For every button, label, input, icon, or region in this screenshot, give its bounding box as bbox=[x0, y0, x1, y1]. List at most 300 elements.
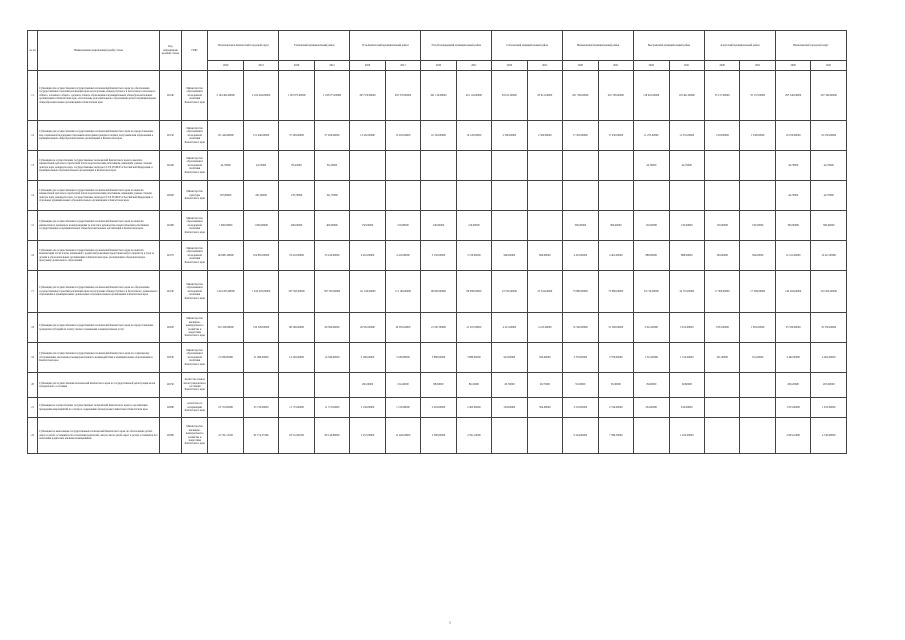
row-value: 20 952,00000 bbox=[385, 313, 420, 343]
row-value: 10 250,00000 bbox=[775, 121, 810, 151]
row-value: 1 257,00000 bbox=[350, 418, 385, 454]
row-value: 41 791,13100 bbox=[208, 418, 243, 454]
row-value bbox=[456, 181, 491, 211]
row-value: 44,70000 bbox=[634, 151, 669, 181]
row-value: 111 160,00000 bbox=[385, 271, 420, 313]
row-value bbox=[492, 211, 527, 241]
row-value bbox=[314, 373, 349, 398]
row-value bbox=[279, 373, 314, 398]
row-value: 2 591,10000 bbox=[456, 418, 491, 454]
row-value: 23 534,00000 bbox=[492, 271, 527, 313]
header-year: 2021 bbox=[598, 61, 633, 71]
row-value: 210 204,00000 bbox=[811, 271, 847, 313]
row-value: 4 401,00000 bbox=[598, 241, 633, 271]
row-kbk: 40200 bbox=[159, 181, 181, 211]
row-value: 504,00000 bbox=[492, 398, 527, 418]
row-value: 1 193 075,00000 bbox=[279, 71, 314, 121]
row-value: 33 410,00000 bbox=[314, 241, 349, 271]
header-region: Соболевский муниципальный район bbox=[492, 31, 563, 61]
header-year: 2021 bbox=[669, 61, 704, 71]
row-value: 75 880,00000 bbox=[563, 271, 598, 313]
row-name: Субвенции для осуществления полномочий Камчатского края по государственной регистрации актов гражданского состояния bbox=[38, 373, 160, 398]
header-year: 2020 bbox=[421, 61, 456, 71]
row-value: 33 410,00000 bbox=[279, 241, 314, 271]
row-value: 201 706,00000 bbox=[598, 71, 633, 121]
row-value: 92 174,35196 bbox=[243, 418, 278, 454]
row-value: 507 565,00000 bbox=[279, 271, 314, 313]
row-name: Субвенции для осуществления государственных полномочий Камчатского края по выплате ежемесячной доплаты к заработной плате педагогическим работникам, имеющим ученые степени доктора наук, кандидата наук, государственные награды СССР, РСФСР и Российской Федерации, в отдельных муниципальных образовательных организациях в Камчатском крае bbox=[38, 181, 160, 211]
row-kbk: 40150 bbox=[159, 373, 181, 398]
row-value: 7 586,50000 bbox=[598, 418, 633, 454]
row-value: 11 713,00000 bbox=[314, 398, 349, 418]
row-value: 160,20000 bbox=[350, 373, 385, 398]
row-value bbox=[208, 373, 243, 398]
row-value: 120,00000 bbox=[456, 211, 491, 241]
row-number: 13 bbox=[28, 151, 38, 181]
row-grbs: Министерство образования и молодежной политики Камчатского края bbox=[182, 121, 208, 151]
row-value: 4 316,00000 bbox=[811, 418, 847, 454]
row-value bbox=[421, 151, 456, 181]
row-value: 21 096,00000 bbox=[243, 343, 278, 373]
row-value: 297 340,00000 bbox=[811, 71, 847, 121]
header-year: 2021 bbox=[456, 61, 491, 71]
row-value: 34 710,00000 bbox=[669, 271, 704, 313]
row-value: 35 330,00000 bbox=[775, 313, 810, 343]
row-value: 1 918,00000 bbox=[704, 121, 739, 151]
row-value bbox=[598, 181, 633, 211]
row-number: 18 bbox=[28, 313, 38, 343]
row-value: 960,00000 bbox=[527, 241, 562, 271]
row-name: Субвенции для осуществления государственных полномочий Камчатского края по обеспечению государственных гарантий реализации прав на получение общедоступного и бесплатного дошкольного образования в муниципальных дошкольных образовательных организациях в Камчатском крае bbox=[38, 271, 160, 313]
header-row-regions bbox=[28, 31, 847, 61]
row-value bbox=[492, 181, 527, 211]
table-body bbox=[28, 71, 847, 454]
row-value: 31 560,00000 bbox=[563, 313, 598, 343]
row-value: 3 180,00000 bbox=[350, 343, 385, 373]
row-value: 943,00000 bbox=[527, 343, 562, 373]
row-name: Субвенции для осуществления государственных полномочий Камчатского края по предоставлению гражданам субсидий на оплату жилого помещения и коммунальных услуг bbox=[38, 313, 160, 343]
row-value: 89 699,00000 bbox=[421, 271, 456, 313]
row-value: 12 411,00000 bbox=[775, 241, 810, 271]
row-value: 44,70000 bbox=[208, 151, 243, 181]
row-value: 5 150,00000 bbox=[456, 241, 491, 271]
row-value: 2 403,00000 bbox=[421, 398, 456, 418]
row-kbk: 40180 bbox=[159, 211, 181, 241]
row-value bbox=[669, 181, 704, 211]
row-value: 35 330,00000 bbox=[811, 313, 847, 343]
row-value: 321,00000 bbox=[740, 343, 775, 373]
row-value: 96 566,00000 bbox=[279, 313, 314, 343]
row-value: 17 309,00000 bbox=[704, 271, 739, 313]
table-row bbox=[28, 151, 847, 181]
row-value bbox=[492, 418, 527, 454]
row-grbs: Агентство записи актов гражданского состояния Камчатского края bbox=[182, 373, 208, 398]
row-number: 11 bbox=[28, 71, 38, 121]
header-region: Мильковский муниципальный район bbox=[563, 31, 634, 61]
row-value bbox=[563, 151, 598, 181]
row-value: 104 881,00000 bbox=[208, 241, 243, 271]
row-value bbox=[740, 373, 775, 398]
row-value: 943,00000 bbox=[492, 343, 527, 373]
row-value: 1 312,00000 bbox=[669, 343, 704, 373]
row-value bbox=[527, 418, 562, 454]
header-region: Елизовский муниципальный район bbox=[279, 31, 350, 61]
row-value: 111 160,00000 bbox=[350, 271, 385, 313]
row-value: 3 376,00000 bbox=[563, 343, 598, 373]
row-value: 300,00000 bbox=[811, 211, 847, 241]
row-value: 205 370,00000 bbox=[385, 71, 420, 121]
row-value: 10 120,00000 bbox=[421, 121, 456, 151]
row-value: 150,00000 bbox=[385, 211, 420, 241]
row-value: 44,70000 bbox=[669, 151, 704, 181]
row-grbs: Министерство культуры Камчатского края bbox=[182, 181, 208, 211]
row-value bbox=[421, 181, 456, 211]
row-value: 29,80000 bbox=[669, 373, 704, 398]
row-value: 44,70000 bbox=[811, 181, 847, 211]
row-name: Субвенции на выполнение государственных полномочий Камчатского края по обеспечению детей-сирот и детей, оставшихся без попечения родителей, лиц из числа детей-сирот и детей, оставшихся без попечения родителей, жилыми помещениями bbox=[38, 418, 160, 454]
row-value: 89 699,00000 bbox=[456, 271, 491, 313]
row-value: 55,00000 bbox=[563, 373, 598, 398]
row-value: 187,80000 bbox=[208, 181, 243, 211]
row-value: 44,70000 bbox=[243, 151, 278, 181]
row-value: 23 710,00000 bbox=[243, 398, 278, 418]
row-value: 31 560,00000 bbox=[598, 313, 633, 343]
row-value: 44,70000 bbox=[775, 181, 810, 211]
row-value: 888,00000 bbox=[634, 241, 669, 271]
row-value: 9 244,00000 bbox=[563, 418, 598, 454]
row-value: 80 144,80000 bbox=[314, 418, 349, 454]
row-value: 1 619 203,00000 bbox=[243, 271, 278, 313]
row-value: 2 516,00000 bbox=[598, 398, 633, 418]
row-value bbox=[740, 181, 775, 211]
row-value: 12 420,00000 bbox=[385, 418, 420, 454]
row-value: 4 415,00000 bbox=[527, 313, 562, 343]
row-value: 2 403,00000 bbox=[456, 398, 491, 418]
row-value: 75 880,00000 bbox=[598, 271, 633, 313]
row-name: Субвенции для осуществления государственных полномочий Камчатского края по выплате ежемесячного денежного вознаграждения за классное руководство педагогическим работникам государственных и муниципальных общеобразовательных организаций в Камчатском крае bbox=[38, 211, 160, 241]
table-row bbox=[28, 343, 847, 373]
row-value: 83 611,00000 bbox=[527, 71, 562, 121]
row-number: 15 bbox=[28, 211, 38, 241]
row-value: 1 156,00000 bbox=[350, 398, 385, 418]
row-value: 178,70000 bbox=[279, 181, 314, 211]
row-value: 14 340,00000 bbox=[279, 343, 314, 373]
row-value: 56,30000 bbox=[598, 373, 633, 398]
table-row bbox=[28, 373, 847, 398]
row-value: 63 512,60100 bbox=[279, 418, 314, 454]
row-number: 19 bbox=[28, 343, 38, 373]
row-value: 21 096,00000 bbox=[208, 343, 243, 373]
header-year: 2020 bbox=[350, 61, 385, 71]
row-value: 1 619 203,00000 bbox=[208, 271, 243, 313]
row-value bbox=[563, 181, 598, 211]
row-value: 434,00000 bbox=[634, 398, 669, 418]
row-number: 16 bbox=[28, 241, 38, 271]
row-value: 1 600,00000 bbox=[208, 211, 243, 241]
row-number: 22 bbox=[28, 418, 38, 454]
row-value: 3 880,00000 bbox=[421, 343, 456, 373]
row-value: 13 452,00000 bbox=[350, 121, 385, 151]
row-value: 191,70000 bbox=[314, 181, 349, 211]
row-kbk: 40140 bbox=[159, 71, 181, 121]
row-kbk: 40130 bbox=[159, 271, 181, 313]
row-value: 4 410,00000 bbox=[350, 241, 385, 271]
row-value: 507 565,00000 bbox=[314, 271, 349, 313]
header-year: 2020 bbox=[208, 61, 243, 71]
table-row bbox=[28, 241, 847, 271]
row-value: 205,00000 bbox=[811, 373, 847, 398]
header-num: № пп bbox=[28, 31, 38, 71]
row-value: 21 297,00000 bbox=[421, 313, 456, 343]
row-value: 4 415,00000 bbox=[492, 313, 527, 343]
row-value: 297 340,00000 bbox=[775, 71, 810, 121]
header-grbs: ГРБС bbox=[182, 31, 208, 71]
row-grbs: Министерство образования и молодежной политики Камчатского края bbox=[182, 151, 208, 181]
row-value: 364,00000 bbox=[740, 241, 775, 271]
row-value: 44,70000 bbox=[811, 151, 847, 181]
header-year: 2020 bbox=[563, 61, 598, 71]
row-name: Субвенции для осуществления государственных полномочий Камчатского края по социальному обслуживанию населения и межведомственного взаимодействия в муниципальных образованиях в Камчатском крае bbox=[38, 343, 160, 373]
row-value: 300,00000 bbox=[598, 211, 633, 241]
row-value bbox=[740, 398, 775, 418]
row-value: 150,00000 bbox=[350, 211, 385, 241]
row-value: 34 710,00000 bbox=[634, 271, 669, 313]
row-value: 20,70000 bbox=[527, 373, 562, 398]
row-value: 96 566,00000 bbox=[314, 313, 349, 343]
row-value: 310 328,00000 bbox=[243, 313, 278, 343]
row-value: 14 340,00000 bbox=[314, 343, 349, 373]
row-value bbox=[704, 418, 739, 454]
row-value: 151 440,00000 bbox=[243, 121, 278, 151]
header-region: Алеутский муниципальный район bbox=[704, 31, 775, 61]
header-year: 2021 bbox=[314, 61, 349, 71]
row-value: 2 300,00000 bbox=[527, 121, 562, 151]
row-value: 321,00000 bbox=[704, 343, 739, 373]
row-value: 150,00000 bbox=[634, 211, 669, 241]
row-number: 20 bbox=[28, 373, 38, 398]
row-value: 37 209,00000 bbox=[314, 121, 349, 151]
header-year: 2021 bbox=[740, 61, 775, 71]
row-value: 150,00000 bbox=[704, 211, 739, 241]
row-value: 1 855,00000 bbox=[740, 313, 775, 343]
row-value: 1 312,00000 bbox=[634, 343, 669, 373]
row-kbk: 40190 bbox=[159, 151, 181, 181]
row-number: 14 bbox=[28, 181, 38, 211]
row-value: 4 462,00000 bbox=[775, 343, 810, 373]
row-value: 504,00000 bbox=[527, 398, 562, 418]
row-kbk: 40330 bbox=[159, 343, 181, 373]
row-value bbox=[634, 181, 669, 211]
row-value: 37 209,00000 bbox=[279, 121, 314, 151]
header-year: 2020 bbox=[634, 61, 669, 71]
row-value: 104 881,00000 bbox=[243, 241, 278, 271]
row-value: 17 450,00000 bbox=[598, 121, 633, 151]
row-value: 4 462,00000 bbox=[811, 343, 847, 373]
row-value: 1 855,00000 bbox=[704, 313, 739, 343]
row-value: 2 300,00000 bbox=[492, 121, 527, 151]
row-value bbox=[598, 151, 633, 181]
row-value: 118 461,00000 bbox=[634, 71, 669, 121]
row-name: Субвенции для осуществления государственных полномочий Камчатского края по обеспечению государственных гарантий реализации прав на получение общедоступного и бесплатного начального общего, основного общего, среднего общего образования в муниципальных общеобразовательных организациях в Камчатском крае, обеспечение дополнительного образования детей в муниципальных общеобразовательных организациях в Камчатском крае bbox=[38, 71, 160, 121]
row-grbs: Министерство образования и молодежной политики Камчатского края bbox=[182, 271, 208, 313]
row-number: 17 bbox=[28, 271, 38, 313]
row-value: 20,70000 bbox=[492, 373, 527, 398]
row-value: 150,00000 bbox=[669, 211, 704, 241]
row-value bbox=[492, 151, 527, 181]
header-region: Усть-Большерецкий муниципальный район bbox=[421, 31, 492, 61]
row-value: 210 204,00000 bbox=[775, 271, 810, 313]
row-value: 17 309,00000 bbox=[740, 271, 775, 313]
row-value: 20 952,00000 bbox=[350, 313, 385, 343]
row-value: 1 600,00000 bbox=[243, 211, 278, 241]
row-value: 3 912,00000 bbox=[669, 313, 704, 343]
row-value bbox=[704, 151, 739, 181]
row-value: 205 370,00000 bbox=[350, 71, 385, 121]
row-value: 21 297,00000 bbox=[456, 313, 491, 343]
row-value bbox=[350, 181, 385, 211]
row-value: 35 157,00000 bbox=[704, 71, 739, 121]
row-value bbox=[527, 211, 562, 241]
row-grbs: Министерство жилищно-коммунального хозяйства и энергетики Камчатского края bbox=[182, 313, 208, 343]
row-value: 83 611,00000 bbox=[492, 71, 527, 121]
row-value: 5 150,00000 bbox=[421, 241, 456, 271]
table-row bbox=[28, 211, 847, 241]
table-row bbox=[28, 121, 847, 151]
row-grbs: Министерство образования и молодежной политики Камчатского края bbox=[182, 241, 208, 271]
row-value: 86,10000 bbox=[456, 373, 491, 398]
row-grbs: Министерство образования и молодежной политики Камчатского края bbox=[182, 71, 208, 121]
table-row bbox=[28, 181, 847, 211]
header-region: Усть-Камчатский муниципальный район bbox=[350, 31, 421, 61]
row-value: 3 880,00000 bbox=[456, 343, 491, 373]
row-value: 23 534,00000 bbox=[527, 271, 562, 313]
row-value: 23 710,00000 bbox=[208, 398, 243, 418]
row-value: 11 255,00000 bbox=[634, 121, 669, 151]
row-value: 2 603,10000 bbox=[775, 418, 810, 454]
row-value bbox=[385, 181, 420, 211]
row-value bbox=[527, 151, 562, 181]
header-region: Вилючинский городской округ bbox=[775, 31, 846, 61]
table-row bbox=[28, 313, 847, 343]
table-row bbox=[28, 418, 847, 454]
row-value bbox=[740, 418, 775, 454]
row-value bbox=[704, 373, 739, 398]
row-name: Субвенции для осуществления государственных полномочий Камчатского края по выплате компенсации части платы, взимаемой с родителей (законных представителей) за присмотр и уход за детьми в образовательных организациях в Камчатском крае, реализующих образовательную программу дошкольного образования bbox=[38, 241, 160, 271]
header-year: 2020 bbox=[704, 61, 739, 71]
row-kbk: 40280 bbox=[159, 398, 181, 418]
row-kbk: 40170 bbox=[159, 241, 181, 271]
subventions-table bbox=[27, 30, 847, 454]
row-value: 11 255,00000 bbox=[669, 121, 704, 151]
row-number: 12 bbox=[28, 121, 38, 151]
row-value: 85,45000 bbox=[279, 151, 314, 181]
header-year: 2021 bbox=[811, 61, 847, 71]
header-region: Петропавловск-Камчатский городской округ bbox=[208, 31, 279, 61]
row-value: 151 440,00000 bbox=[208, 121, 243, 151]
row-grbs: Министерство жилищно-коммунального хозяйства и энергетики Камчатского края bbox=[182, 418, 208, 454]
header-kbk: Код направления целевой статьи bbox=[159, 31, 181, 71]
row-name: Субвенции для осуществления государственных полномочий Камчатского края по предоставлению мер социальной поддержки отдельным категориям граждан в период получения ими образования в муниципальных общеобразовательных организациях в Камчатском крае bbox=[38, 121, 160, 151]
row-value bbox=[385, 151, 420, 181]
row-value bbox=[527, 181, 562, 211]
row-value: 152,40000 bbox=[385, 373, 420, 398]
row-value: 300,00000 bbox=[775, 211, 810, 241]
row-value: 201 706,00000 bbox=[563, 71, 598, 121]
row-grbs: Министерство образования и молодежной политики Камчатского края bbox=[182, 343, 208, 373]
page-number: 1 bbox=[449, 620, 451, 625]
header-year: 2021 bbox=[527, 61, 562, 71]
header-year: 2020 bbox=[492, 61, 527, 71]
row-value: 310 328,00000 bbox=[208, 313, 243, 343]
row-value: 200,20000 bbox=[775, 373, 810, 398]
row-value: 44,70000 bbox=[775, 151, 810, 181]
row-value: 35 157,00000 bbox=[740, 71, 775, 121]
row-value: 400,00000 bbox=[279, 211, 314, 241]
row-number: 21 bbox=[28, 398, 38, 418]
row-value: 4 401,00000 bbox=[563, 241, 598, 271]
row-value: 11 713,00000 bbox=[279, 398, 314, 418]
table-row bbox=[28, 271, 847, 313]
table-row bbox=[28, 71, 847, 121]
row-value bbox=[740, 151, 775, 181]
row-kbk: 40580 bbox=[159, 418, 181, 454]
row-value: 201,90000 bbox=[243, 181, 278, 211]
table-row bbox=[28, 398, 847, 418]
row-value: 1 193 075,00000 bbox=[314, 71, 349, 121]
row-grbs: Министерство образования и молодежной политики Камчатского края bbox=[182, 211, 208, 241]
row-kbk: 40150 bbox=[159, 121, 181, 151]
row-value: 1 813,00000 bbox=[811, 398, 847, 418]
row-value bbox=[243, 373, 278, 398]
row-value: 434,00000 bbox=[669, 398, 704, 418]
row-value: 400,00000 bbox=[314, 211, 349, 241]
row-value: 29,00000 bbox=[634, 373, 669, 398]
header-year: 2020 bbox=[775, 61, 810, 71]
row-value: 1 156,00000 bbox=[385, 398, 420, 418]
row-value bbox=[704, 181, 739, 211]
header-name: Наименование направления (целей) статьи bbox=[38, 31, 160, 71]
row-value bbox=[456, 151, 491, 181]
row-value: 364,00000 bbox=[704, 241, 739, 271]
row-value: 3 180,00000 bbox=[385, 343, 420, 373]
row-grbs: Агентство по ветеринарии Камчатского края bbox=[182, 398, 208, 418]
row-value: 150,00000 bbox=[740, 211, 775, 241]
row-value bbox=[350, 151, 385, 181]
header-year: 2021 bbox=[243, 61, 278, 71]
row-value: 3 376,00000 bbox=[598, 343, 633, 373]
row-value bbox=[704, 398, 739, 418]
row-name: Субвенции на осуществление государственных полномочий Камчатского края по выплате ежемесячной доплаты к заработной плате педагогическим работникам, имеющим ученые степени доктора наук, кандидата наук, государственные награды СССР, РСФСР и Российской Федерации, в муниципальных образовательных организациях в Камчатском крае bbox=[38, 151, 160, 181]
row-value: 1 813,00000 bbox=[775, 398, 810, 418]
row-value: 85,45000 bbox=[314, 151, 349, 181]
row-value: 2 580,00000 bbox=[421, 418, 456, 454]
row-value: 2 104 404,00000 bbox=[243, 71, 278, 121]
row-value: 960,00000 bbox=[492, 241, 527, 271]
row-value: 12 411,00000 bbox=[811, 241, 847, 271]
row-value: 1 454,30000 bbox=[669, 418, 704, 454]
row-value: 118 461,00000 bbox=[669, 71, 704, 121]
row-value: 13 452,00000 bbox=[385, 121, 420, 151]
header-year: 2020 bbox=[279, 61, 314, 71]
row-value: 300,00000 bbox=[563, 211, 598, 241]
row-value: 10 120,00000 bbox=[456, 121, 491, 151]
row-value: 1 918,00000 bbox=[740, 121, 775, 151]
header-region: Быстринский муниципальный район bbox=[634, 31, 705, 61]
header-year: 2021 bbox=[385, 61, 420, 71]
row-value: 4 410,00000 bbox=[385, 241, 420, 271]
row-value: 2 516,00000 bbox=[563, 398, 598, 418]
row-value bbox=[634, 418, 669, 454]
